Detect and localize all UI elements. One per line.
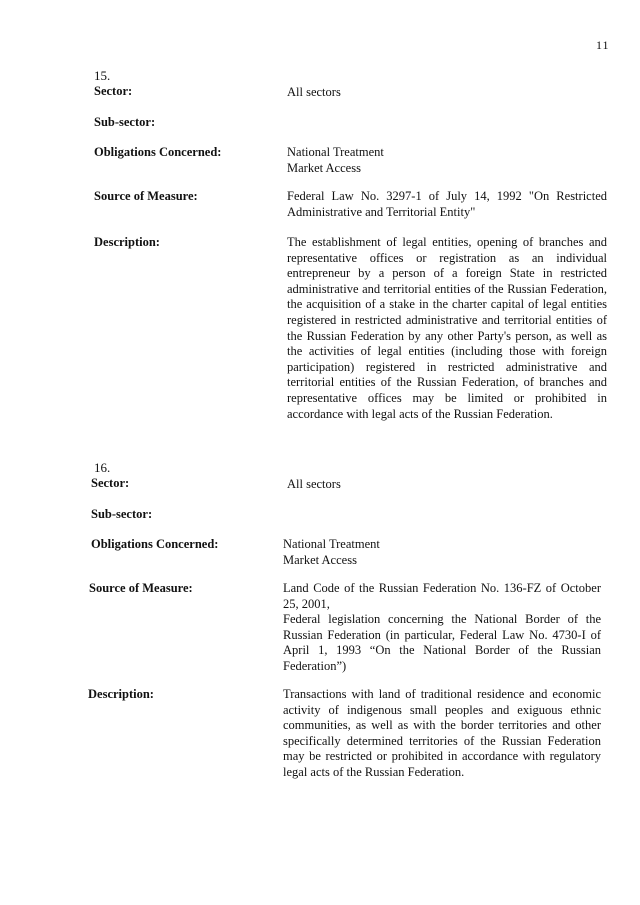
obligation-item: Market Access xyxy=(283,552,357,567)
sector-label: Sector: xyxy=(94,84,133,98)
subsector-label: Sub-sector: xyxy=(91,507,153,521)
sector-value: All sectors xyxy=(287,85,341,99)
source-line: Federal legislation concerning the National Border of the Russian Federation (in particular, Federal Law No. 4730-I of April 1, 1993 “On the National Border of the Russian Federation”) xyxy=(283,612,601,673)
source-label: Source of Measure: xyxy=(89,581,193,595)
obligation-item: Market Access xyxy=(287,160,361,175)
obligation-item: National Treatment xyxy=(287,145,384,159)
sector-value: All sectors xyxy=(287,477,341,491)
page-number: 11 xyxy=(596,38,610,52)
obligations-label: Obligations Concerned: xyxy=(91,537,219,551)
subsector-label: Sub-sector: xyxy=(94,115,156,129)
source-line: Land Code of the Russian Federation No. 136-FZ of October 25, 2001, xyxy=(283,581,601,611)
description-label: Description: xyxy=(94,235,160,249)
entry-number: 16. xyxy=(94,460,111,475)
source-value xyxy=(283,581,601,675)
description-label: Description: xyxy=(88,687,154,701)
description-value: Transactions with land of traditional residence and economic activity of indigenous small peoples and exiguous ethnic communities, as well as with the border territories and other specifically determined territories of the Russian Federation may be restricted or prohibited in accordance with regulatory legal acts of the Russian Federation. xyxy=(283,687,601,779)
source-label: Source of Measure: xyxy=(94,189,198,203)
sector-label: Sector: xyxy=(91,476,130,490)
description-value: The establishment of legal entities, opening of branches and representative offices or registration as an individual entrepreneur by a person of a foreign State in restricted administrative and territorial entities of the Russian Federation, the acquisition of a stake in the charter capital of legal entities registered in restricted administrative and territorial entities of the Russian Federation by any other Party's person, as well as the activities of legal entities (including those with foreign participation) registered in restricted administrative and territorial entities of the Russian Federation, of branches and representative offices may be limited or prohibited in accordance with legal acts of the Russian Federation. xyxy=(287,235,607,421)
source-value: Federal Law No. 3297-1 of July 14, 1992 "On Restricted Administrative and Territorial Entity" xyxy=(287,189,607,219)
obligations-value xyxy=(283,537,603,568)
obligations-value xyxy=(287,145,607,176)
obligation-item: National Treatment xyxy=(283,537,380,551)
entry-number: 15. xyxy=(94,68,111,83)
obligations-label: Obligations Concerned: xyxy=(94,145,222,159)
